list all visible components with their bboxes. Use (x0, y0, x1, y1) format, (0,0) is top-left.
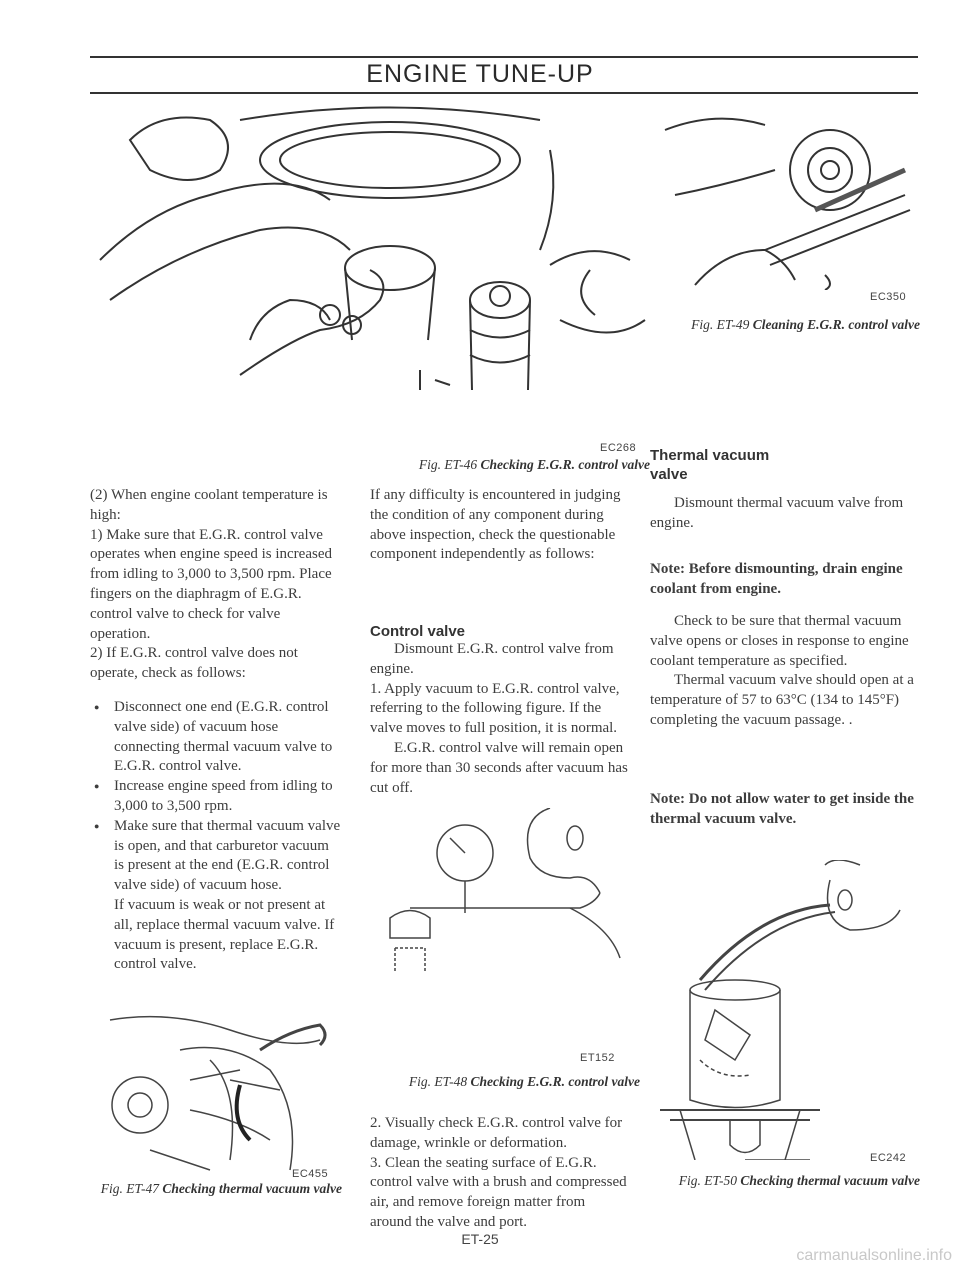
left-intro: (2) When engine coolant temperature is high: (90, 487, 328, 523)
left-bullet-1: ● Disconnect one end (E.G.R. control valve side) of vacuum hose connecting thermal vacuum valve to E.G.R. control valve. (90, 698, 342, 777)
header-rule-bottom (90, 92, 918, 94)
figure-et47-caption (90, 1180, 342, 1197)
figure-et49-image (655, 100, 920, 290)
middle-p6: 3. Clean the seating surface of E.G.R. control valve with a brush and compressed air, and remove foreign matter from around the valve and port. (370, 1154, 627, 1230)
figure-et46-image (90, 100, 650, 390)
watermark: carmanualsonline.info (796, 1247, 952, 1264)
figure-et50-label: Fig. ET-50 (678, 1173, 737, 1188)
middle-column-end (370, 1114, 630, 1233)
header-rule-top (90, 56, 918, 58)
right-note-2: Note: Do not allow water to get inside the thermal vacuum valve. (650, 791, 914, 827)
left-step-2: 2) If E.G.R. control valve does not operate, check as follows: (90, 645, 298, 682)
figure-et46-title: Checking E.G.R. control valve (480, 457, 650, 472)
figure-et47-title: Checking thermal vacuum valve (162, 1181, 342, 1196)
middle-p2: Dismount E.G.R. control valve from engine. (370, 641, 614, 677)
figure-et46-label: Fig. ET-46 (418, 457, 478, 472)
right-p3: Thermal vacuum valve should open at a temperature of 57 to 63°C (134 to 145°F) completing the vacuum passage. . (650, 672, 914, 728)
figure-et50-caption (650, 1172, 920, 1189)
left-bullet-2: ● Increase engine speed from idling to 3,000 to 3,500 rpm. (90, 777, 342, 817)
middle-p5: 2. Visually check E.G.R. control valve for damage, wrinkle or deformation. (370, 1115, 623, 1151)
middle-p4: E.G.R. control valve will remain open for more than 30 seconds after vacuum has cut off. (370, 739, 628, 796)
left-bullet-3: ● Make sure that thermal vacuum valve is open, and that carburetor vacuum is present at the end (E.G.R. control valve side) of vacuum hose. (90, 817, 342, 896)
figure-et50-code: EC242 (870, 1152, 907, 1164)
middle-column-steps (370, 640, 630, 798)
control-valve-heading: Control valve (370, 623, 466, 640)
thermal-vacuum-valve-heading: Thermal vacuum valve (650, 447, 770, 483)
page-number: ET-25 (461, 1231, 499, 1247)
right-column-text (650, 612, 915, 731)
figure-et46-code: EC268 (600, 442, 637, 454)
figure-et49-label: Fig. ET-49 (691, 317, 750, 332)
left-step-1: 1) Make sure that E.G.R. control valve operates when engine speed is increased from idling to 3,000 to 3,500 rpm. Place fingers on the diaphragm of E.G.R. control valve to check for valve operation. (90, 526, 332, 642)
figure-et49-caption (650, 316, 920, 333)
right-note-1: Note: Before dismounting, drain engine coolant from engine. (650, 561, 903, 597)
middle-para-1: If any difficulty is encountered in judging the condition of any component during above inspection, check the questionable component independently as follows: (370, 487, 621, 563)
middle-p3: 1. Apply vacuum to E.G.R. control valve, referring to the following figure. If the valve moves to full position, it is normal. (370, 680, 620, 737)
figure-et48-label: Fig. ET-48 (408, 1074, 468, 1089)
figure-et47-label: Fig. ET-47 (100, 1181, 159, 1196)
figure-et48-caption (370, 1073, 640, 1090)
figure-et50-image (660, 860, 915, 1160)
figure-et49-code: EC350 (870, 291, 907, 303)
figure-et46-caption (380, 456, 650, 473)
figure-et48-title: Checking E.G.R. control valve (470, 1074, 640, 1089)
right-p1: Dismount thermal vacuum valve from engine. (650, 495, 904, 531)
page-title: ENGINE TUNE-UP (366, 60, 594, 88)
figure-et48-code: ET152 (580, 1052, 615, 1064)
figure-et47-code: EC455 (292, 1168, 329, 1180)
figure-et50-title: Checking thermal vacuum valve (740, 1173, 920, 1188)
left-bullet-3-followup: If vacuum is weak or not present at all, replace thermal vacuum valve. If vacuum is present, replace E.G.R. control valve. (114, 896, 335, 973)
figure-et49-title: Cleaning E.G.R. control valve (752, 317, 920, 332)
left-column (90, 486, 342, 975)
right-p2: Check to be sure that thermal vacuum valve opens or closes in response to engine coolant temperature as specified. (650, 613, 909, 669)
figure-et47-image (90, 1010, 342, 1175)
figure-et48-image (370, 808, 630, 973)
